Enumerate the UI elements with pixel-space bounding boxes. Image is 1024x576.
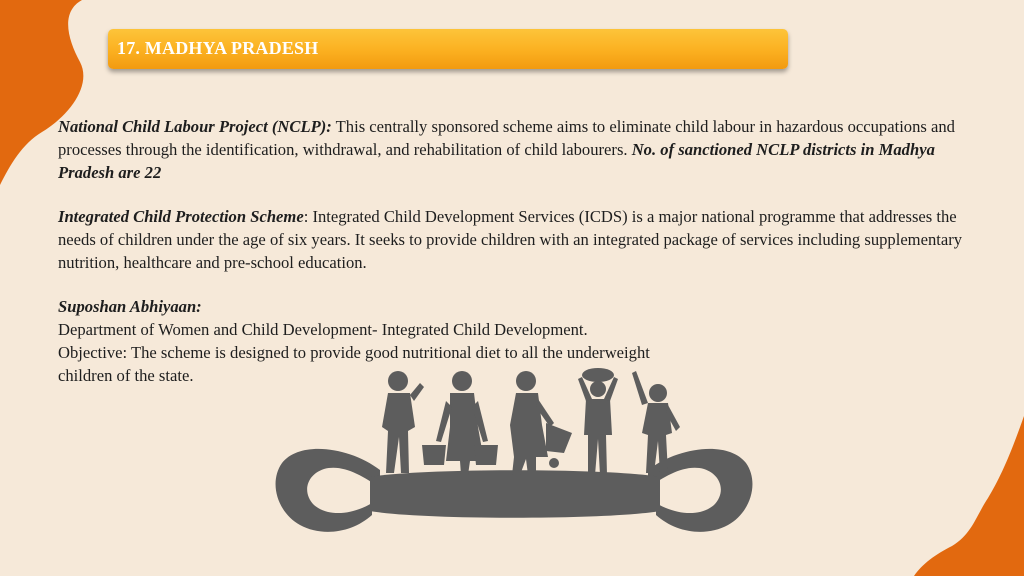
icps-body: : Integrated Child Development Services (ICDS) is a major national programme that addresses the needs of children under the age of six years. It seeks to provide children with an integrated package of services including supplementary nutrition, healthcare and pre-school education. [58, 207, 963, 272]
nclp-highlight: No. of sanctioned NCLP districts in Madhya Pradesh are 22 [58, 140, 935, 182]
suposhan-heading: Suposhan Abhiyaan: [58, 297, 202, 316]
icps-paragraph [58, 205, 978, 274]
suposhan-objective: Objective: The scheme is designed to provide good nutritional diet to all the underweight [58, 343, 650, 362]
decorative-blob-bottom-right [914, 416, 1024, 576]
nclp-heading: National Child Labour Project (NCLP): [58, 117, 332, 136]
nclp-body: This centrally sponsored scheme aims to eliminate child labour in hazardous occupations and processes through the identification, withdrawal, and rehabilitation of child labourers. [58, 117, 955, 159]
content-area [58, 115, 978, 387]
icps-heading: Integrated Child Protection Scheme [58, 207, 304, 226]
child-labour-wrench-icon [270, 365, 760, 570]
page-title: 17. MADHYA PRADESH [117, 38, 319, 58]
title-banner [108, 29, 788, 69]
suposhan-department: Department of Women and Child Development- Integrated Child Development. [58, 320, 588, 339]
suposhan-objective-cont: children of the state. [58, 366, 194, 385]
nclp-paragraph [58, 115, 978, 184]
